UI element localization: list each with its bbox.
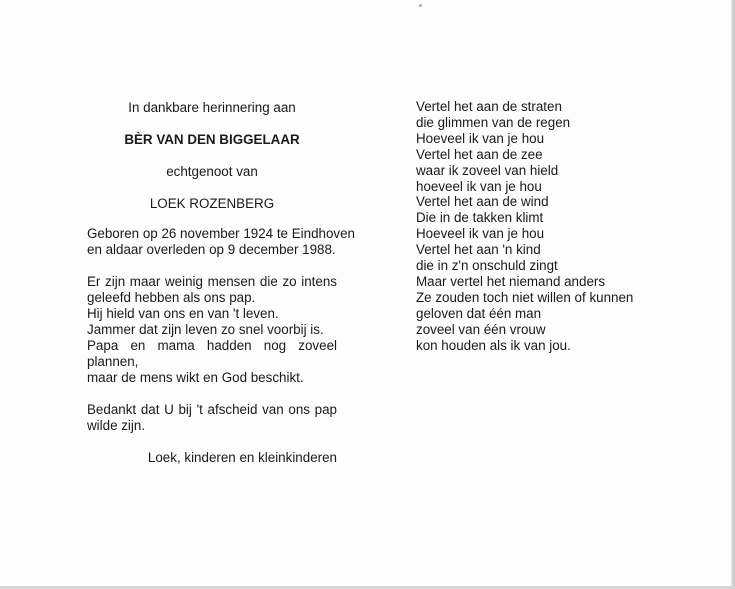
poem-line: Vertel het aan de zee bbox=[416, 146, 543, 162]
paragraph-line: geleefd hebben als ons pap. bbox=[87, 290, 256, 305]
birth-line: Geboren op 26 november 1924 te Eindhoven bbox=[87, 226, 356, 241]
paragraph-thanks bbox=[87, 402, 337, 434]
paragraph-line: maar de mens wikt en God beschikt. bbox=[87, 370, 304, 385]
signature: Loek, kinderen en kleinkinderen bbox=[147, 450, 337, 465]
poem-line: hoeveel ik van je hou bbox=[416, 178, 542, 194]
poem-line: zoveel van één vrouw bbox=[416, 321, 546, 337]
poem-line: Vertel het aan de straten bbox=[416, 99, 562, 114]
paragraph-line: wilde zijn. bbox=[87, 418, 146, 433]
poem-line: geloven dat één man bbox=[416, 305, 542, 321]
poem bbox=[416, 99, 686, 354]
paragraph-line: Er zijn maar weinig mensen die zo intens bbox=[87, 274, 337, 289]
paragraph-line: Bedankt dat U bij 't afscheid van ons pap bbox=[87, 402, 337, 417]
poem-line: Vertel het aan de wind bbox=[416, 194, 549, 210]
poem-line: Hoeveel ik van je hou bbox=[416, 130, 545, 146]
death-line: en aldaar overleden op 9 december 1988. bbox=[87, 242, 336, 257]
poem-line: Maar vertel het niemand anders bbox=[416, 273, 606, 289]
poem-line: Die in de takken klimt bbox=[416, 210, 544, 226]
paragraph-line: Jammer dat zijn leven zo snel voorbij is. bbox=[87, 322, 324, 337]
left-column bbox=[87, 100, 356, 466]
dedication: In dankbare herinnering aan bbox=[128, 100, 296, 115]
spouse-name: LOEK ROZENBERG bbox=[149, 196, 275, 211]
poem-line: Vertel het aan 'n kind bbox=[416, 242, 541, 258]
poem-line: die glimmen van de regen bbox=[416, 114, 571, 130]
poem-line: waar ik zoveel van hield bbox=[416, 162, 559, 178]
poem-line: die in z'n onschuld zingt bbox=[416, 258, 558, 274]
poem-line: Ze zouden toch niet willen of kunnen bbox=[416, 289, 634, 305]
poem-line: Hoeveel ik van je hou bbox=[416, 226, 545, 242]
deceased-name: BÈR VAN DEN BIGGELAAR bbox=[124, 132, 300, 147]
paragraph-tribute bbox=[87, 274, 337, 386]
spouse-label: echtgenoot van bbox=[166, 164, 258, 179]
speck bbox=[419, 4, 422, 7]
scan-edge-right bbox=[731, 0, 735, 589]
paragraph-line: Papa en mama hadden nog zoveel plannen, bbox=[87, 338, 337, 369]
paragraph-line: Hij hield van ons en van 't leven. bbox=[87, 306, 279, 321]
poem-line: kon houden als ik van jou. bbox=[416, 337, 571, 353]
